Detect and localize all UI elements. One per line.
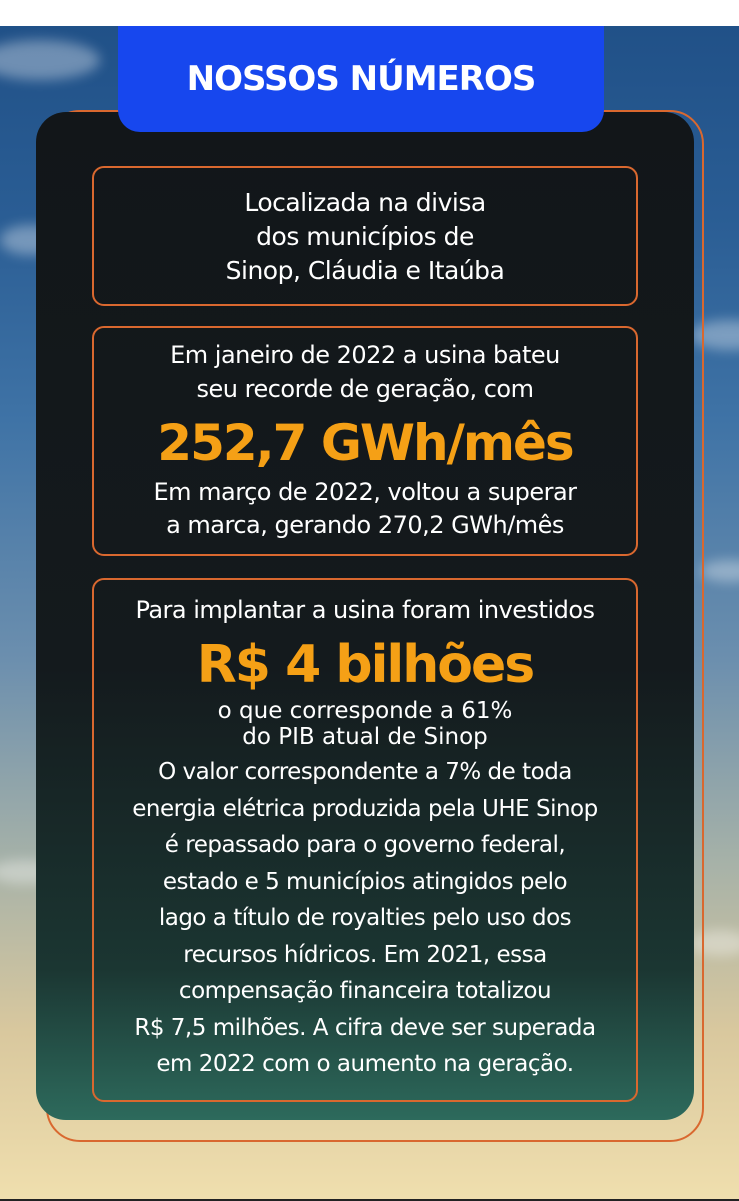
cloud-decoration bbox=[700, 560, 739, 582]
record-line-3: Em março de 2022, voltou a superar bbox=[153, 478, 577, 506]
record-line-4: a marca, gerando 270,2 GWh/mês bbox=[166, 511, 564, 539]
royalties-line-9: em 2022 com o aumento na geração. bbox=[156, 1051, 574, 1077]
record-line-1: Em janeiro de 2022 a usina bateu bbox=[170, 341, 560, 369]
royalties-line-2: energia elétrica produzida pela UHE Sinop bbox=[132, 795, 598, 822]
royalties-line-5: lago a título de royalties pelo uso dos bbox=[158, 905, 572, 931]
page-title: NOSSOS NÚMEROS bbox=[186, 59, 536, 99]
location-card bbox=[92, 166, 638, 306]
royalties-line-1: O valor correspondente a 7% de toda bbox=[158, 759, 572, 785]
location-line-3: Sinop, Cláudia e Itaúba bbox=[225, 256, 505, 285]
location-line-1: Localizada na divisa bbox=[244, 188, 486, 217]
header-tab bbox=[118, 26, 604, 132]
investment-value: R$ 4 bilhões bbox=[196, 635, 534, 695]
top-white-strip bbox=[0, 0, 739, 26]
pib-note-line-1: o que corresponde a 61% bbox=[217, 698, 513, 724]
location-line-2: dos municípios de bbox=[256, 222, 474, 251]
record-value: 252,7 GWh/mês bbox=[157, 414, 573, 472]
royalties-line-3: é repassado para o governo federal, bbox=[164, 832, 566, 858]
investment-card bbox=[92, 578, 638, 1102]
investment-intro: Para implantar a usina foram investidos bbox=[135, 596, 595, 624]
record-line-2: seu recorde de geração, com bbox=[196, 375, 534, 403]
generation-record-card bbox=[92, 326, 638, 556]
royalties-line-4: estado e 5 municípios atingidos pelo bbox=[162, 868, 568, 895]
cloud-decoration bbox=[0, 40, 100, 80]
royalties-paragraph bbox=[94, 754, 636, 1083]
royalties-line-6: recursos hídricos. Em 2021, essa bbox=[183, 941, 547, 968]
pib-note-line-2: do PIB atual de Sinop bbox=[242, 724, 488, 750]
royalties-line-7: compensação financeira totalizou bbox=[178, 978, 552, 1004]
royalties-line-8: R$ 7,5 milhões. A cifra deve ser superada bbox=[134, 1014, 596, 1041]
